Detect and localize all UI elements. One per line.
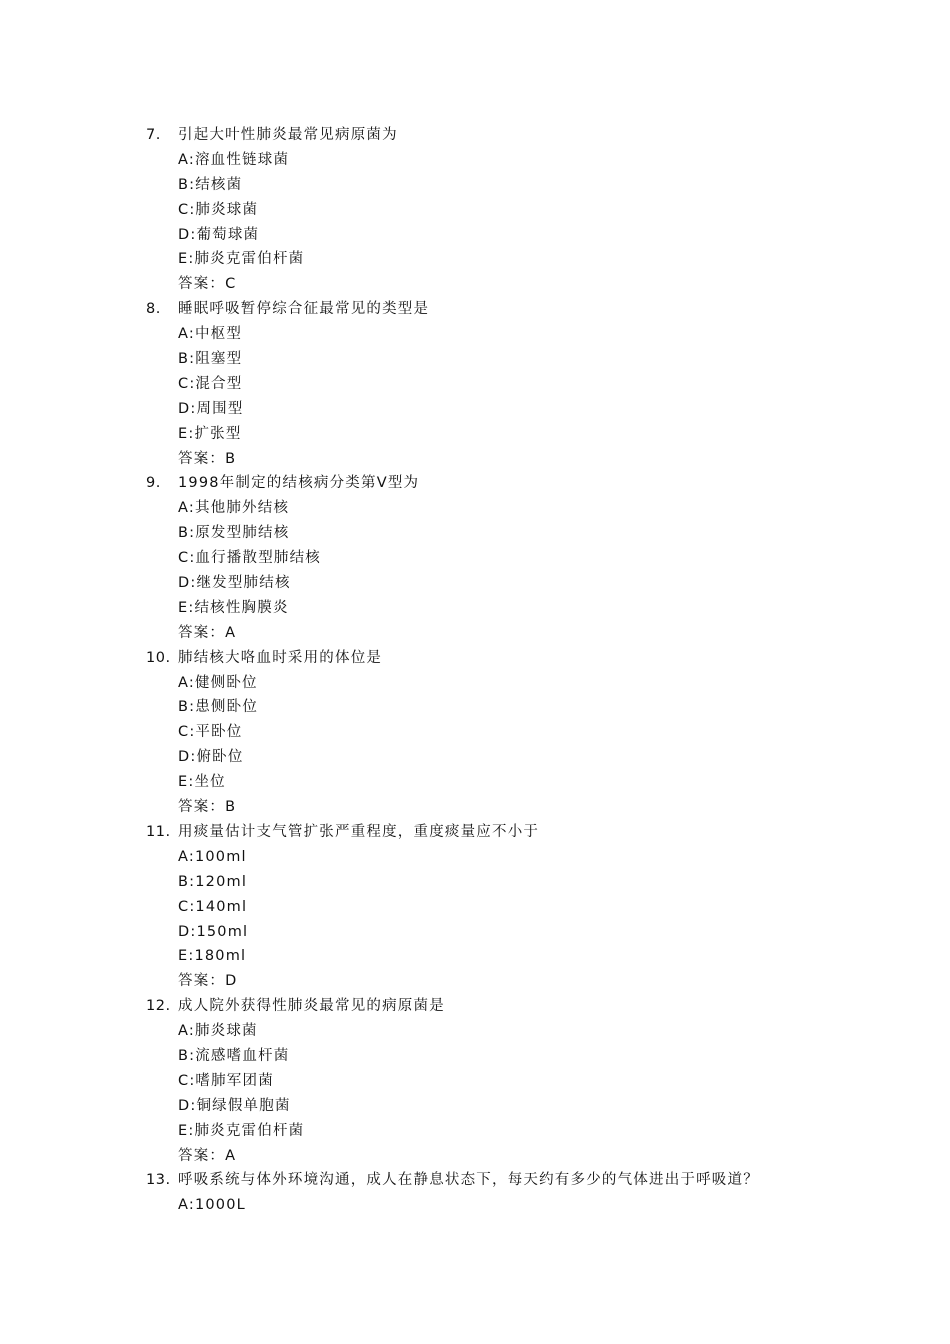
question-list <box>146 123 866 1218</box>
answer-option: D:150ml <box>178 923 249 940</box>
answer-option: C:肺炎球菌 <box>178 201 259 218</box>
question-number: 12. <box>146 998 171 1015</box>
correct-answer: 答案：B <box>178 450 237 467</box>
question-text: 成人院外获得性肺炎最常见的病原菌是 <box>178 998 445 1015</box>
answer-option: D:葡萄球菌 <box>178 226 260 243</box>
question-number: 10. <box>146 649 171 666</box>
answer-option: C:混合型 <box>178 375 243 392</box>
answer-option: B:120ml <box>178 873 248 890</box>
question-13 <box>146 1168 866 1218</box>
answer-option: E:180ml <box>178 948 247 965</box>
answer-option: B:患侧卧位 <box>178 699 259 716</box>
correct-answer: 答案：C <box>178 276 237 293</box>
answer-option: A:溶血性链球菌 <box>178 151 290 168</box>
question-text: 睡眠呼吸暂停综合征最常见的类型是 <box>178 301 430 318</box>
question-number: 7. <box>146 127 161 143</box>
correct-answer: 答案：D <box>178 973 238 990</box>
question-text: 肺结核大咯血时采用的体位是 <box>178 649 383 666</box>
answer-option: A:100ml <box>178 848 247 865</box>
question-number: 9. <box>146 475 161 492</box>
question-stem <box>146 297 866 322</box>
question-stem <box>146 1168 866 1193</box>
answer-option: B:阻塞型 <box>178 351 243 368</box>
answer-option: A:健侧卧位 <box>178 674 258 691</box>
question-stem <box>146 646 866 671</box>
answer-option: B:结核菌 <box>178 176 243 193</box>
answer-option: C:血行播散型肺结核 <box>178 550 322 567</box>
question-stem <box>146 994 866 1019</box>
answer-option: E:坐位 <box>178 774 226 791</box>
answer-option: D:周围型 <box>178 400 244 417</box>
correct-answer: 答案：A <box>178 624 237 641</box>
answer-option: C:平卧位 <box>178 724 243 741</box>
question-10 <box>146 646 866 820</box>
question-number: 11. <box>146 823 171 840</box>
question-8 <box>146 297 866 471</box>
question-text: 用痰量估计支气管扩张严重程度，重度痰量应不小于 <box>178 823 540 840</box>
correct-answer: 答案：B <box>178 799 237 816</box>
question-text: 呼吸系统与体外环境沟通，成人在静息状态下，每天约有多少的气体进出于呼吸道？ <box>178 1172 759 1189</box>
question-9 <box>146 471 866 645</box>
question-stem <box>146 123 866 148</box>
question-number: 8. <box>146 301 161 318</box>
answer-option: A:中枢型 <box>178 326 243 343</box>
question-7 <box>146 123 866 297</box>
question-number: 13. <box>146 1172 171 1189</box>
answer-option: A:1000L <box>178 1197 246 1214</box>
answer-option: E:肺炎克雷伯杆菌 <box>178 1122 305 1139</box>
answer-option: D:铜绿假单胞菌 <box>178 1097 291 1114</box>
answer-option: C:嗜肺军团菌 <box>178 1072 274 1089</box>
answer-option: D:继发型肺结核 <box>178 575 291 592</box>
answer-option: A:肺炎球菌 <box>178 1023 258 1040</box>
answer-option: C:140ml <box>178 898 248 915</box>
question-stem <box>146 820 866 845</box>
question-stem <box>146 471 866 496</box>
answer-option: D:俯卧位 <box>178 749 244 766</box>
answer-option: E:结核性胸膜炎 <box>178 599 289 616</box>
answer-option: B:原发型肺结核 <box>178 525 290 542</box>
answer-option: B:流感嗜血杆菌 <box>178 1047 290 1064</box>
question-text: 引起大叶性肺炎最常见病原菌为 <box>178 127 398 143</box>
answer-option: E:肺炎克雷伯杆菌 <box>178 251 305 268</box>
answer-option: A:其他肺外结核 <box>178 500 290 517</box>
answer-option: E:扩张型 <box>178 425 242 442</box>
correct-answer: 答案：A <box>178 1147 237 1164</box>
question-12 <box>146 994 866 1168</box>
question-11 <box>146 820 866 994</box>
question-text: 1998年制定的结核病分类第Ⅴ型为 <box>178 475 420 492</box>
